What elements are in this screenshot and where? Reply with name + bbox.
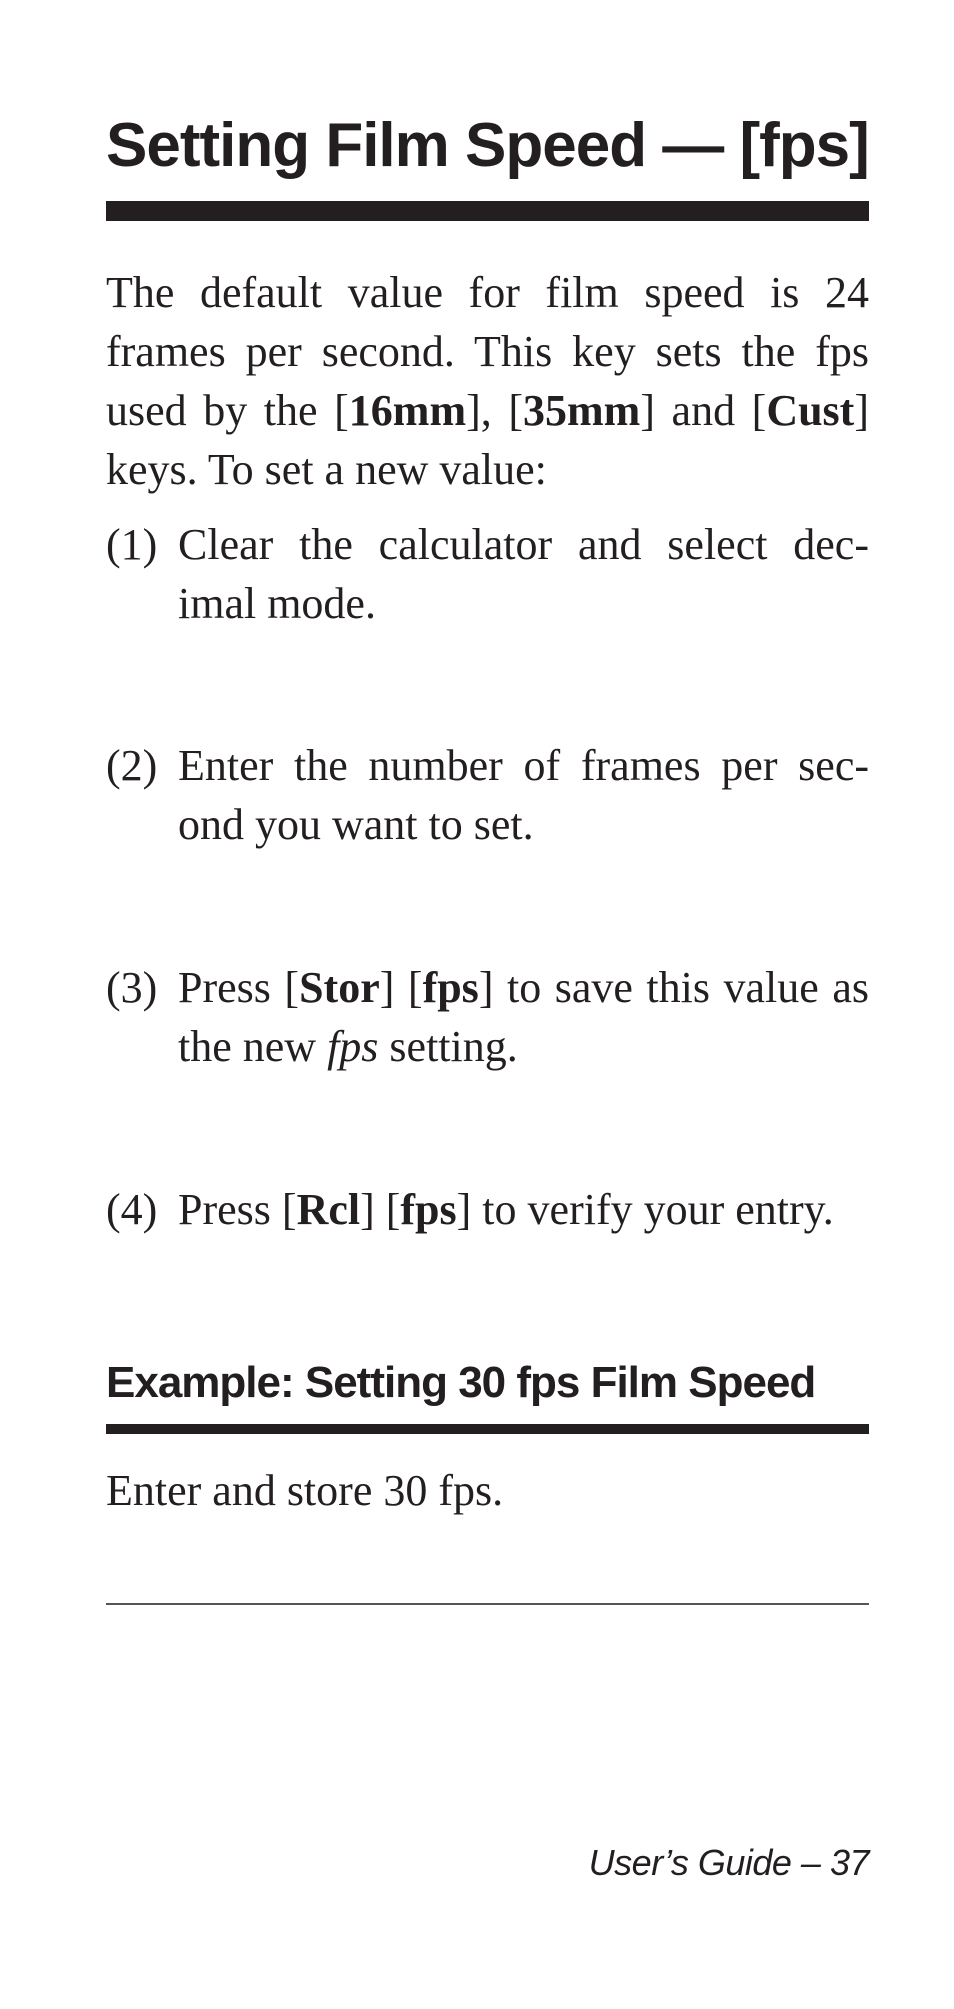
intro-paragraph (106, 263, 869, 499)
step-2 (106, 736, 869, 854)
key-fps: fps (422, 963, 479, 1012)
step-text-part: ] [ (379, 963, 423, 1012)
key-35mm: 35mm (523, 386, 641, 435)
step-number: (2) (106, 741, 158, 790)
step-4 (106, 1180, 869, 1239)
step-number: (1) (106, 520, 158, 569)
title-rule (106, 201, 869, 221)
key-rcl: Rcl (296, 1185, 361, 1234)
page-footer: User’s Guide – 37 (588, 1842, 869, 1883)
step-1 (106, 515, 869, 633)
fps-emphasis: fps (327, 1022, 379, 1071)
step-text-part: ] to verify your entry. (456, 1185, 834, 1234)
key-16mm: 16mm (348, 386, 467, 435)
step-text-part: ] [ (360, 1185, 401, 1234)
page-title: Setting Film Speed — [fps] (106, 111, 869, 180)
step-text-part: Press [ (178, 963, 300, 1012)
intro-text-3: ] and [ (640, 386, 767, 435)
example-text: Enter and store 30 fps. (106, 1466, 504, 1515)
step-text (178, 1180, 869, 1239)
step-number: (4) (106, 1185, 158, 1234)
step-text (178, 958, 869, 1076)
step-text-part: Press [ (178, 1185, 297, 1234)
intro-text-2: ], [ (466, 386, 523, 435)
step-text: Enter the number of frames per sec-ond you want to set. (178, 741, 869, 849)
intro-text-4: ] keys. To set a new value: (106, 386, 869, 494)
step-text-part: setting. (378, 1022, 518, 1071)
step-text-part: ] to save this value as the new (178, 963, 869, 1071)
key-fps: fps (400, 1185, 457, 1234)
intro-text-1: The default value for film speed is 24 frames per second. This key sets the fps used by the [ (106, 268, 869, 435)
key-cust: Cust (766, 386, 855, 435)
section-divider (106, 1603, 869, 1605)
step-text: Clear the calculator and select dec-imal mode. (178, 520, 869, 628)
step-number: (3) (106, 963, 158, 1012)
key-stor: Stor (299, 963, 380, 1012)
example-rule (106, 1424, 869, 1434)
step-3 (106, 958, 869, 1076)
example-heading: Example: Setting 30 fps Film Speed (106, 1358, 816, 1407)
